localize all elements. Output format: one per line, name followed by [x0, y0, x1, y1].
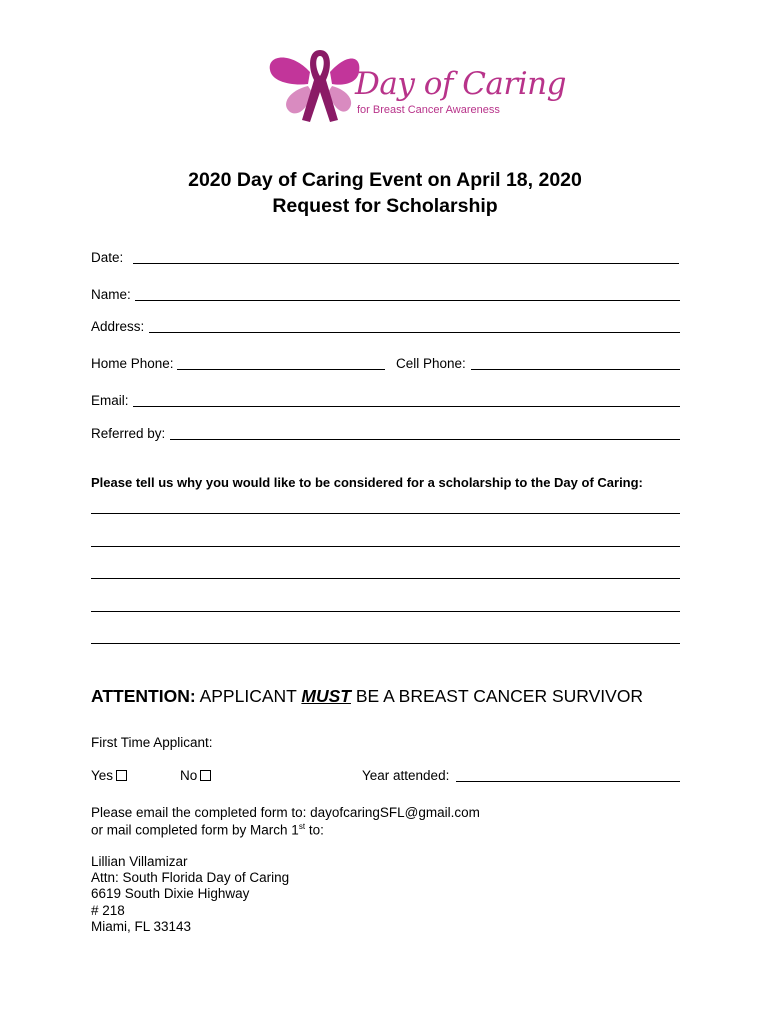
name-label: Name: [91, 287, 131, 302]
essay-prompt: Please tell us why you would like to be considered for a scholarship to the Day of Caring: [91, 475, 643, 490]
attention-notice [91, 686, 643, 707]
email-field[interactable] [133, 406, 680, 407]
attention-must: MUST [301, 686, 351, 706]
email-label: Email: [91, 393, 129, 408]
cell-phone-field[interactable] [471, 369, 680, 370]
address-line: Lillian Villamizar [91, 854, 188, 869]
home-phone-label: Home Phone: [91, 356, 174, 371]
email-instructions: Please email the completed form to: dayofcaringSFL@gmail.com [91, 805, 480, 820]
essay-line[interactable] [91, 578, 680, 579]
page-title: 2020 Day of Caring Event on April 18, 2020 [188, 169, 582, 191]
yes-option[interactable] [91, 768, 127, 783]
no-option[interactable] [180, 768, 211, 783]
attention-lead: ATTENTION: [91, 686, 196, 706]
date-label: Date: [91, 250, 124, 265]
mail-instructions-text: or mail completed form by March 1 [91, 822, 299, 838]
address-field[interactable] [149, 332, 680, 333]
address-label: Address: [91, 319, 145, 334]
address-line: # 218 [91, 903, 125, 918]
mail-instructions-end: to: [305, 822, 324, 838]
mail-instructions [91, 822, 324, 838]
referred-by-label: Referred by: [91, 426, 166, 441]
logo-brand-text: Day of Caring [355, 66, 566, 102]
mail-instructions-sup: st [298, 822, 306, 831]
essay-line[interactable] [91, 643, 680, 644]
essay-line[interactable] [91, 546, 680, 547]
referred-by-field[interactable] [170, 439, 680, 440]
first-time-label: First Time Applicant: [91, 735, 213, 750]
essay-line[interactable] [91, 513, 680, 514]
home-phone-field[interactable] [177, 369, 385, 370]
logo-tagline: for Breast Cancer Awareness [357, 104, 500, 116]
page-subtitle: Request for Scholarship [272, 195, 498, 217]
attention-post: BE A BREAST CANCER SURVIVOR [355, 686, 644, 706]
name-field[interactable] [135, 300, 680, 301]
no-checkbox[interactable] [200, 770, 211, 781]
attention-pre: APPLICANT [199, 686, 297, 706]
year-attended-label: Year attended: [362, 768, 450, 783]
year-attended-field[interactable] [456, 781, 680, 782]
essay-line[interactable] [91, 611, 680, 612]
address-line: Attn: South Florida Day of Caring [91, 870, 290, 885]
no-label: No [180, 768, 198, 783]
address-line: 6619 South Dixie Highway [91, 886, 250, 901]
cell-phone-label: Cell Phone: [396, 356, 466, 371]
yes-checkbox[interactable] [116, 770, 127, 781]
date-field[interactable] [133, 263, 679, 264]
address-line: Miami, FL 33143 [91, 919, 192, 934]
yes-label: Yes [91, 768, 114, 783]
